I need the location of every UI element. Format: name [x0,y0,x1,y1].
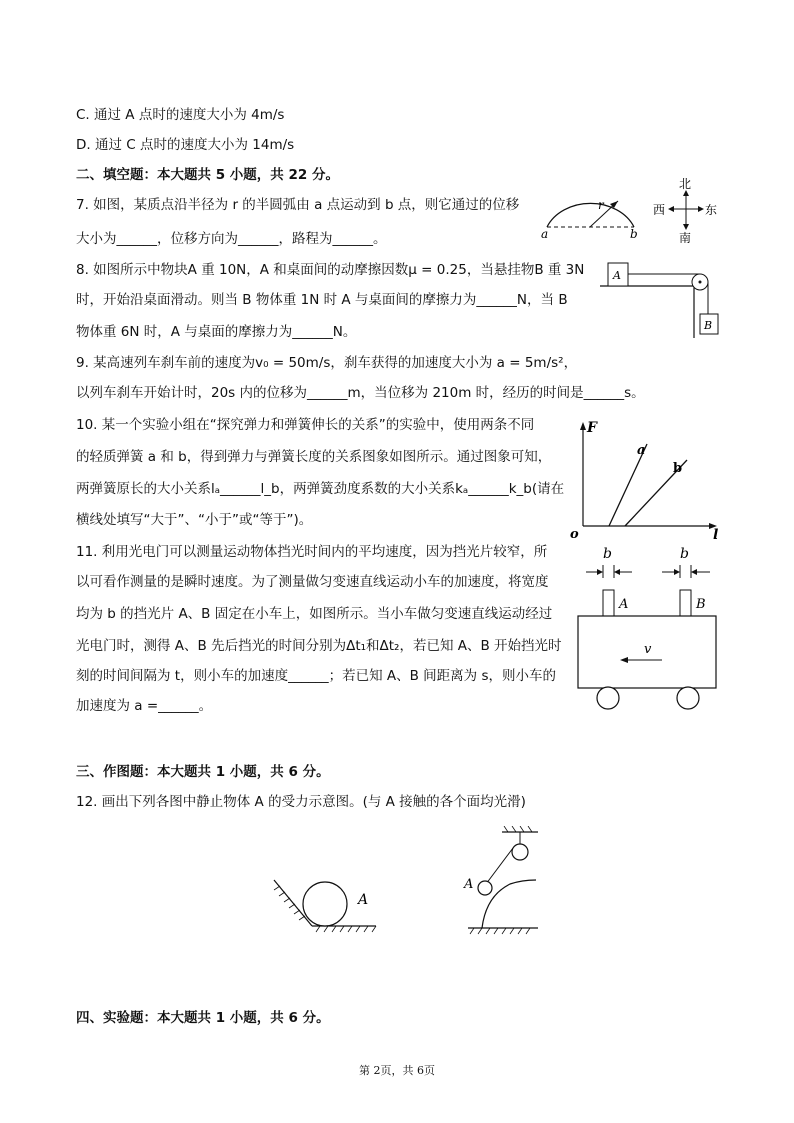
q7-line-1: 7. 如图，某质点沿半径为 r 的半圆弧由 a 点运动到 b 点，则它通过的位移 [76,197,520,213]
q7-semicircle-figure [535,183,645,243]
compass-east: 东 [705,203,718,217]
q8-line-2: 时，开始沿桌面滑动。则当 B 物体重 1N 时 A 与桌面间的摩擦力为______N，当 B [76,292,568,308]
option-c: C. 通过 A 点时的速度大小为 4m/s [76,107,285,123]
q8-line-1: 8. 如图所示中物块A 重 10N，A 和桌面间的动摩擦因数μ = 0.25，当悬挂物B 重 3N [76,262,585,278]
compass-figure [650,176,722,244]
q10-axis-l: l [713,527,719,541]
q12-line-1: 12. 画出下列各图中静止物体 A 的受力示意图。(与 A 接触的各个面均光滑) [76,794,526,810]
compass-south: 南 [679,231,692,244]
q10-origin: o [570,527,579,541]
q12-hanging-a-label: A [464,877,474,892]
q12-ball-a-label: A [358,892,369,908]
section-4-heading: 四、实验题：本大题共 1 小题，共 6 分。 [76,1010,330,1026]
q11-shield-a: A [619,597,629,612]
section-2-heading: 二、填空题：本大题共 5 小题，共 22 分。 [76,167,339,183]
q8-block-a: A [613,269,621,282]
q8-pulley-figure [596,258,726,340]
q9-line-1: 9. 某高速列车刹车前的速度为v₀ = 50m/s，刹车获得的加速度大小为 a = 5m/s²， [76,355,578,371]
q11-line-6: 加速度为 a =______。 [76,698,213,714]
q9-line-2: 以列车刹车开始计时，20s 内的位移为______m，当位移为 210m 时，经历的时间是______s。 [76,385,645,401]
q8-block-b: B [704,319,713,332]
page-footer: 第 2页，共 6页 [359,1064,435,1077]
q10-line-3: 两弹簧原长的大小关系lₐ______l_b，两弹簧劲度系数的大小关系kₐ______k_b(请在 [76,481,565,497]
q10-line-1: 10. 某一个实验小组在“探究弹力和弹簧伸长的关系”的实验中，使用两条不同 [76,417,535,433]
q10-line-4: 横线处填写“大于”、“小于”或“等于”)。 [76,512,313,528]
q11-line-5: 刻的时间间隔为 t，则小车的加速度______；若已知 A、B 间距离为 s，则小车的 [76,668,556,684]
q11-line-3: 均为 b 的挡光片 A、B 固定在小车上，如图所示。当小车做匀变速直线运动经过 [76,606,553,622]
q11-line-4: 光电门时，测得 A、B 先后挡光的时间分别为Δt₁和Δt₂，若已知 A、B 开始挡光时 [76,638,562,654]
q11-width-b2: b [680,546,689,562]
q12-ball-wedge-figure [268,868,380,940]
q11-line-2: 以可看作测量的是瞬时速度。为了测量做匀变速直线运动小车的加速度，将宽度 [76,574,549,590]
q11-width-b1: b [603,546,612,562]
q10-axis-f: F [587,420,597,436]
compass-north: 北 [679,177,692,191]
q11-line-1: 11. 利用光电门可以测量运动物体挡光时间内的平均速度，因为挡光片较窄，所 [76,544,548,560]
q10-graph-figure [565,416,725,541]
q10-line-2: 的轻质弹簧 a 和 b，得到弹力与弹簧长度的关系图象如图所示。通过图象可知， [76,449,552,465]
q11-cart-figure [570,540,730,718]
q11-shield-b: B [696,597,706,612]
compass-west: 西 [653,203,666,217]
q7-point-a: a [541,227,549,241]
q11-velocity-label: v [644,642,652,657]
q8-line-3: 物体重 6N 时，A 与桌面的摩擦力为______N。 [76,324,357,340]
option-d: D. 通过 C 点时的速度大小为 14m/s [76,137,295,153]
section-3-heading: 三、作图题：本大题共 1 小题，共 6 分。 [76,764,330,780]
q7-point-b: b [630,227,638,241]
q10-line-b-label: b [673,461,683,476]
q7-radius-label: r [598,198,604,212]
q12-hanging-ball-figure [460,826,542,942]
q10-line-a-label: a [637,443,646,458]
q7-line-2: 大小为______，位移方向为______，路程为______。 [76,231,387,247]
